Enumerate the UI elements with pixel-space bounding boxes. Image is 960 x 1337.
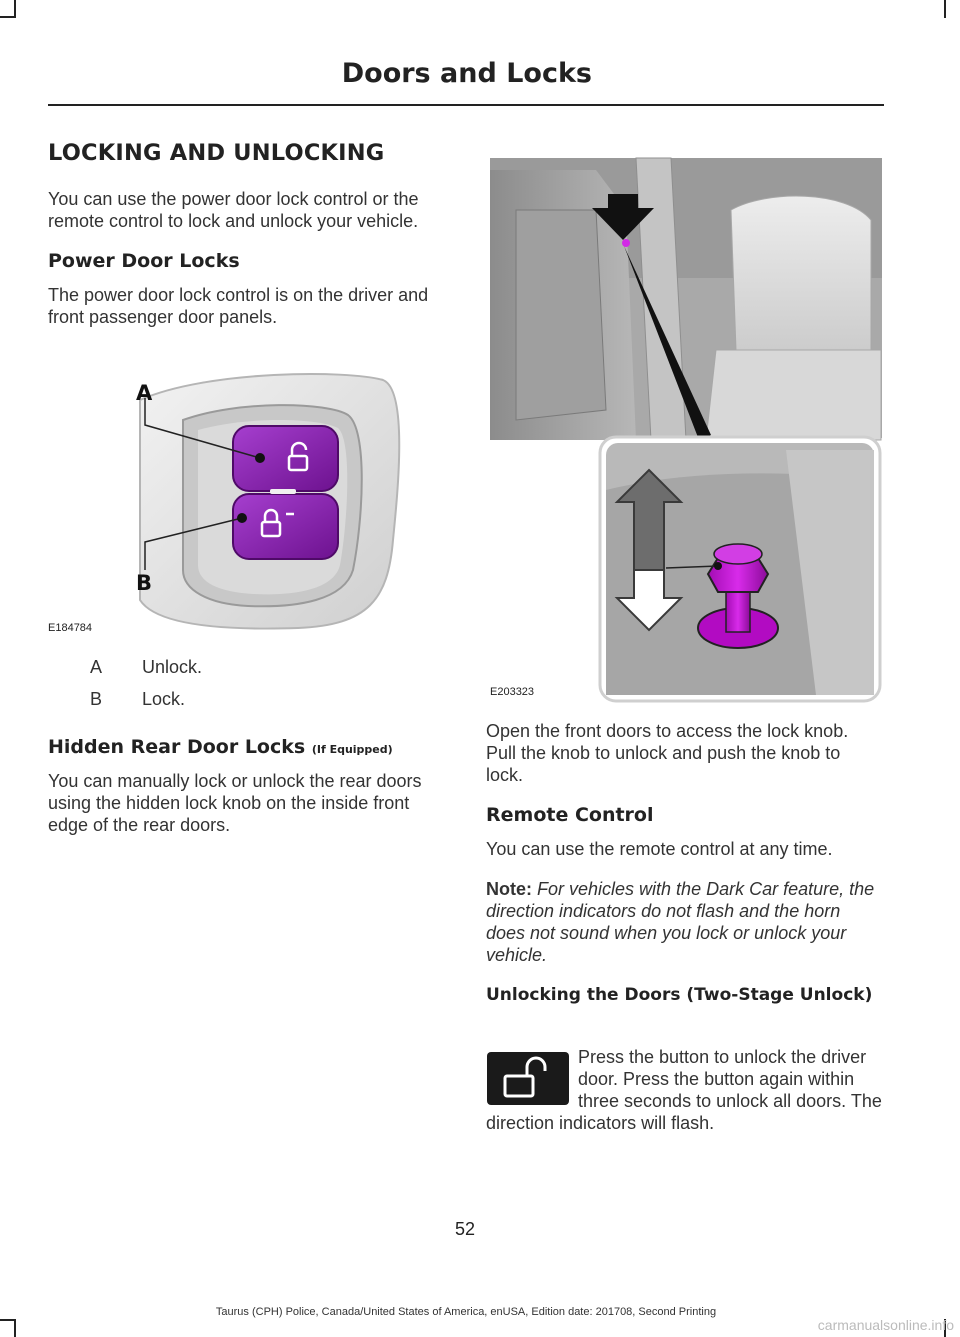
icon-float-spacer: [486, 1046, 578, 1112]
power-locks-heading: Power Door Locks: [48, 250, 240, 272]
figure-legend: [48, 657, 450, 721]
page-header-title: Doors and Locks: [341, 58, 592, 89]
legend-value: Lock.: [142, 689, 186, 709]
callout-b: B: [136, 571, 153, 595]
figure-code: E203323: [490, 686, 535, 698]
legend-key: B: [90, 689, 103, 709]
lock-button-shape: [233, 494, 338, 559]
hidden-locks-heading: [48, 736, 450, 758]
section-heading: LOCKING AND UNLOCKING: [48, 140, 385, 166]
equipped-qualifier: (If Equipped): [311, 743, 393, 756]
crop-mark: [14, 1319, 16, 1337]
legend-row: [48, 657, 450, 689]
remote-control-heading: Remote Control: [486, 804, 654, 826]
watermark: carmanualsonline.info: [817, 1317, 954, 1333]
callout-a: A: [136, 381, 153, 405]
legend-key: A: [90, 657, 103, 677]
two-stage-unlock-paragraph-block: [486, 1046, 882, 1152]
power-locks-paragraph: The power door lock control is on the driver and front passenger door panels.: [48, 285, 429, 327]
unlock-button-shape: [233, 426, 338, 491]
left-column: [48, 140, 450, 346]
crop-mark: [0, 1319, 16, 1321]
legend-row: [48, 689, 450, 721]
rear-door-lock-figure: [486, 150, 884, 706]
intro-paragraph: You can use the power door lock control or the remote control to lock and unlock your vehicle.: [48, 189, 419, 231]
crop-mark: [0, 16, 16, 18]
note-text: For vehicles with the Dark Car feature, the direction indicators do not flash and the horn does not sound when you lock or unlock your vehicle.: [486, 879, 875, 965]
right-column: [486, 720, 882, 1016]
header-divider: [48, 104, 884, 106]
hidden-locks-section: [48, 736, 450, 854]
figure-code: E184784: [48, 622, 93, 634]
two-stage-unlock-paragraph: Press the button to unlock the driver door. Press the button again within three seconds to unlock all doors. The direction indicators will flash.: [486, 1047, 882, 1133]
note-label: Note:: [486, 879, 532, 899]
open-doors-paragraph: Open the front doors to access the lock knob. Pull the knob to unlock and push the knob to lock.: [486, 721, 849, 785]
rear-door-illustration: [486, 150, 884, 706]
hidden-locks-paragraph: You can manually lock or unlock the rear doors using the hidden lock knob on the inside front edge of the rear doors.: [48, 771, 422, 835]
door-lock-switch-illustration: [48, 370, 450, 640]
door-lock-switch-figure: [48, 370, 450, 640]
hidden-locks-heading-text: Hidden Rear Door Locks: [48, 736, 306, 758]
crop-mark: [944, 0, 946, 18]
dark-car-note: [486, 878, 882, 966]
two-stage-unlock-heading: Unlocking the Doors (Two-Stage Unlock): [486, 985, 873, 1005]
legend-value: Unlock.: [142, 657, 203, 677]
page-number: 52: [454, 1219, 476, 1239]
remote-control-paragraph: You can use the remote control at any time.: [486, 839, 833, 859]
page-footer: Taurus (CPH) Police, Canada/United States of America, enUSA, Edition date: 201708, Second Printing: [215, 1306, 717, 1318]
